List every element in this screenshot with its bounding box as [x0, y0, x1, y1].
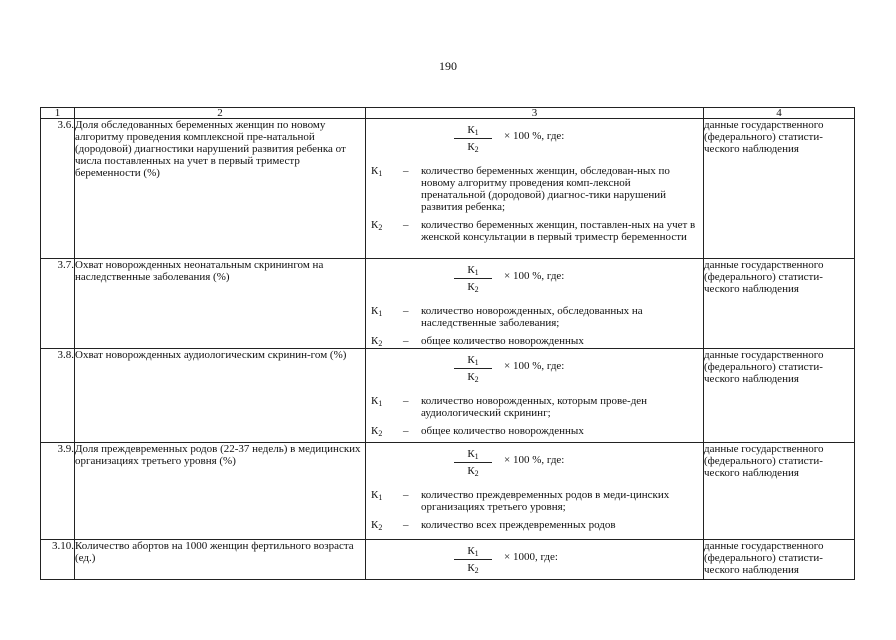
row-number: 3.8. — [41, 349, 75, 443]
indicator-name: Доля преждевременных родов (22-37 недель) в медицинских организациях третьего уровня (%) — [75, 443, 366, 540]
indicator-name: Количество абортов на 1000 женщин фертильного возраста (ед.) — [75, 540, 366, 580]
table-row — [41, 259, 855, 349]
fraction-denominator: $К_2$ — [467, 281, 479, 294]
definition-text: количество преждевременных родов в меди-цинских организациях третьего уровня; — [421, 489, 670, 513]
definition-item: $К_1$ – количество преждевременных родов в меди-цинских организациях третьего уровня; — [371, 489, 697, 513]
table-row — [41, 119, 855, 259]
data-source: данные государственного (федерального) статисти-ческого наблюдения — [704, 259, 855, 349]
header-col-3: 3 — [366, 108, 704, 119]
variable-definitions — [366, 305, 703, 347]
row-number: 3.7. — [41, 259, 75, 349]
definition-text: количество беременных женщин, обследован-ных по новому алгоритму проведения комп-лексной пренатальной (дородовой) диагнос-тики нарушений развития ребенка; — [421, 165, 670, 213]
data-source: данные государственного (федерального) статисти-ческого наблюдения — [704, 540, 855, 580]
fraction — [454, 353, 492, 383]
fraction-denominator: $К_2$ — [467, 562, 479, 575]
formula — [366, 443, 703, 489]
fraction-numerator: $К_1$ — [454, 263, 492, 279]
variable-definitions — [366, 489, 703, 531]
definition-text: количество всех преждевременных родов — [421, 519, 616, 531]
table-row — [41, 443, 855, 540]
variable-definitions — [366, 165, 703, 243]
formula-cell — [366, 540, 704, 580]
formula — [366, 119, 703, 165]
definition-text: количество новорожденных, обследованных на наследственные заболевания; — [421, 305, 643, 329]
fraction — [454, 263, 492, 293]
header-col-4: 4 — [704, 108, 855, 119]
formula-cell — [366, 443, 704, 540]
fraction-numerator: $К_1$ — [454, 544, 492, 560]
formula-cell — [366, 349, 704, 443]
variable-definitions — [366, 395, 703, 437]
definition-text: общее количество новорожденных — [421, 335, 584, 347]
definition-item: $К_2$ – общее количество новорожденных — [371, 425, 697, 437]
fraction-numerator: $К_1$ — [454, 123, 492, 139]
data-source: данные государственного (федерального) статисти-ческого наблюдения — [704, 443, 855, 540]
indicator-name: Охват новорожденных аудиологическим скринин-гом (%) — [75, 349, 366, 443]
fraction-denominator: $К_2$ — [467, 141, 479, 154]
fraction-numerator: $К_1$ — [454, 353, 492, 369]
row-number: 3.6. — [41, 119, 75, 259]
formula — [366, 259, 703, 305]
definition-text: количество беременных женщин, поставлен-ных на учет в женской консультации в первый триместр беременности — [421, 219, 696, 243]
formula-multiplier: × 100 %, где: — [504, 454, 565, 466]
fraction — [454, 447, 492, 477]
table-header-row — [41, 108, 855, 119]
definition-text: общее количество новорожденных — [421, 425, 584, 437]
data-source: данные государственного (федерального) статисти-ческого наблюдения — [704, 349, 855, 443]
table-row — [41, 349, 855, 443]
formula — [366, 349, 703, 395]
definition-item: $К_1$ – количество новорожденных, которым прове-ден аудиологический скрининг; — [371, 395, 697, 419]
indicator-table — [40, 107, 855, 580]
row-number: 3.10. — [41, 540, 75, 580]
formula — [366, 540, 703, 578]
page-number: 190 — [439, 59, 457, 73]
definition-item: $К_2$ – количество беременных женщин, поставлен-ных на учет в женской консультации в первый триместр беременности — [371, 219, 696, 243]
fraction-numerator: $К_1$ — [454, 447, 492, 463]
fraction-denominator: $К_2$ — [467, 371, 479, 384]
header-col-2: 2 — [75, 108, 366, 119]
fraction-denominator: $К_2$ — [467, 465, 479, 478]
definition-item: $К_1$ – количество беременных женщин, обследован-ных по новому алгоритму проведения комп-лексной пренатальной (дородовой) диагнос-тики нарушений развития ребенка; — [371, 165, 697, 213]
formula-cell — [366, 119, 704, 259]
definition-item: $К_2$ – количество всех преждевременных родов — [371, 519, 697, 531]
indicator-name: Доля обследованных беременных женщин по новому алгоритму проведения комплексной пре-натальной (дородовой) диагностики нарушений развития ребенка от числа поставленных на учет в первый триместр беременности (%) — [75, 119, 366, 259]
formula-cell — [366, 259, 704, 349]
indicator-name: Охват новорожденных неонатальным скринингом на наследственные заболевания (%) — [75, 259, 366, 349]
definition-item: $К_2$ – общее количество новорожденных — [371, 335, 697, 347]
table-row — [41, 540, 855, 580]
fraction — [454, 123, 492, 153]
data-source: данные государственного (федерального) статисти-ческого наблюдения — [704, 119, 855, 259]
formula-multiplier: × 100 %, где: — [504, 270, 565, 282]
definition-item: $К_1$ – количество новорожденных, обследованных на наследственные заболевания; — [371, 305, 697, 329]
row-number: 3.9. — [41, 443, 75, 540]
definition-text: количество новорожденных, которым прове-ден аудиологический скрининг; — [421, 395, 648, 419]
formula-multiplier: × 1000, где: — [504, 551, 558, 563]
formula-multiplier: × 100 %, где: — [504, 360, 565, 372]
formula-multiplier: × 100 %, где: — [504, 130, 565, 142]
fraction — [454, 544, 492, 574]
header-col-1: 1 — [41, 108, 75, 119]
